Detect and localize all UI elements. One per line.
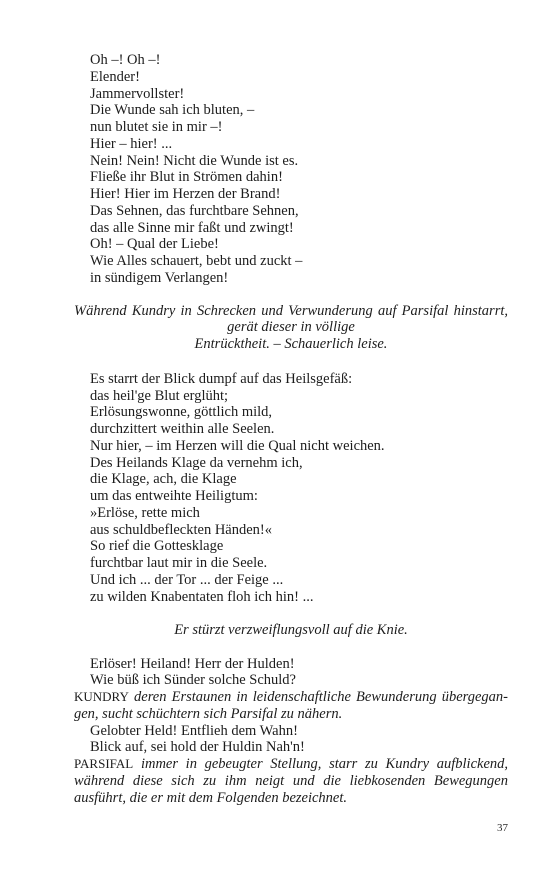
dialogue-block [74,656,508,807]
verse-line: Und ich ... der Tor ... der Feige ... [90,571,284,588]
verse-line: nun blutet sie in mir –! [90,119,223,135]
verse-line: Gelobter Held! Entflieh dem Wahn! [90,722,298,739]
verse-line: Hier – hier! ... [90,135,173,152]
speaker-direction-line: ausführt, die er mit dem Folgenden bezeichnet. [74,789,348,806]
verse-line: Erlösungswonne, göttlich mild, [90,404,273,421]
verse-line: »Erlöse, rette mich [90,504,200,521]
verse-line: Die Wunde sah ich bluten, – [90,102,255,119]
verse-line: in sündigem Verlangen! [90,269,229,286]
verse-line: Nein! Nein! Nicht die Wunde ist es. [90,152,299,169]
verse-line: das heil'ge Blut erglüht; [90,387,229,404]
verse-line: Erlöser! Heiland! Herr der Hulden! [90,655,295,672]
speaker-name-kundry: KUNDRY [74,689,129,704]
verse-line: durchzittert weithin alle Seelen. [90,421,275,437]
verse-line: Wie büß ich Sünder solche Schuld? [90,672,296,689]
verse-line: Jammervollster! [90,85,185,102]
verse-line: Fließe ihr Blut in Strömen dahin! [90,169,283,186]
stage-direction-line: Entrücktheit. – Schauerlich leise. [194,336,388,352]
verse-line: zu wilden Knabentaten floh ich hin! ... [90,588,314,605]
verse-line: Oh! – Qual der Liebe! [90,236,219,253]
page-number: 37 [497,822,508,834]
speaker-direction-text: immer in gebeugter Stellung, starr zu Kundry aufblickend, [140,756,509,772]
speaker-direction-line [74,689,508,706]
verse-line: die Klage, ach, die Klage [90,471,237,488]
stage-direction: Er stürzt verzweiflungsvoll auf die Knie. [174,622,408,639]
verse-line: Des Heilands Klage da vernehm ich, [90,454,303,471]
verse-block-parsifal [74,52,508,287]
speaker-direction-line: während diese sich zu ihm neigt und die liebkosenden Bewegungen [74,772,508,789]
stage-direction [74,303,508,353]
verse-line: Hier! Hier im Herzen der Brand! [90,186,281,202]
verse-line: Nur hier, – im Herzen will die Qual nicht weichen. [90,437,385,454]
speaker-direction-text: deren Erstaunen in leidenschaftliche Bewunderung übergegan- [134,689,509,705]
verse-line: das alle Sinne mir faßt und zwingt! [90,219,294,236]
speaker-direction-line: gen, sucht schüchtern sich Parsifal zu nähern. [74,705,343,722]
page-text [74,52,508,806]
verse-line: aus schuldbefleckten Händen!« [90,521,272,538]
verse-line: um das entweihte Heiligtum: [90,488,258,504]
verse-line: Oh –! Oh –! [90,52,161,68]
stage-direction-line: Während Kundry in Schrecken und Verwunderung auf Parsifal hinstarrt, [74,302,508,319]
verse-line: Es starrt der Blick dumpf auf das Heilsgefäß: [90,370,353,387]
stage-direction-line: gerät dieser in völlige [227,319,355,336]
verse-line: Elender! [90,68,140,85]
speaker-name-parsifal: PARSIFAL [74,756,134,771]
verse-line: So rief die Gottesklage [90,538,224,555]
verse-line: furchtbar laut mir in die Seele. [90,555,268,571]
verse-line: Blick auf, sei hold der Huldin Nah'n! [90,739,305,756]
verse-block-parsifal [74,371,508,606]
verse-line: Wie Alles schauert, bebt und zuckt – [90,253,303,269]
speaker-direction-line [74,756,508,773]
verse-line: Das Sehnen, das furchtbare Sehnen, [90,202,299,219]
